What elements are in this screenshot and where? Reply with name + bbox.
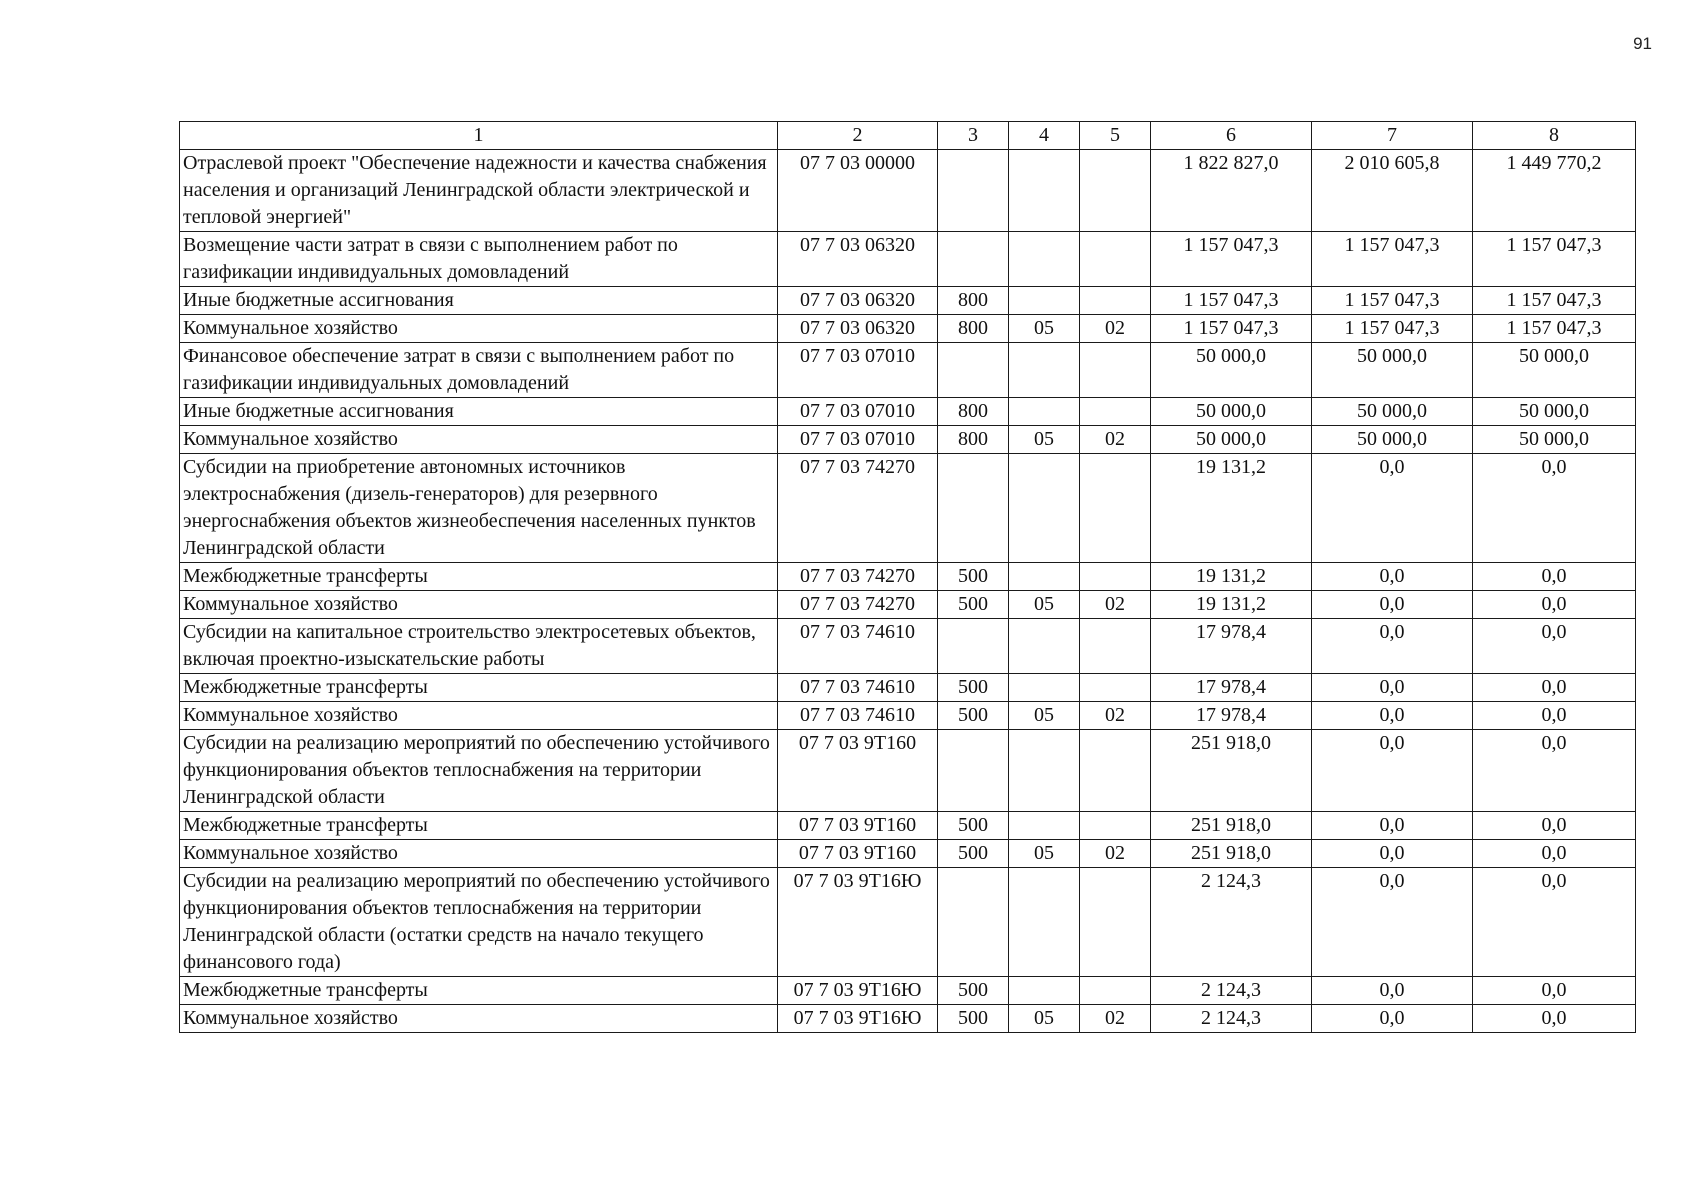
row-code-cell: 07 7 03 9Т16Ю: [778, 868, 938, 977]
column-header: 4: [1009, 122, 1080, 150]
row-subsection-cell: 02: [1080, 315, 1151, 343]
row-value-col8-cell: 0,0: [1473, 702, 1636, 730]
row-name-cell: Межбюджетные трансферты: [180, 674, 778, 702]
row-section-cell: [1009, 563, 1080, 591]
row-code-cell: 07 7 03 74610: [778, 702, 938, 730]
budget-table: [179, 121, 1636, 1033]
budget-table-container: [179, 121, 1636, 1033]
row-section-cell: [1009, 619, 1080, 674]
row-subsection-cell: [1080, 454, 1151, 563]
row-section-cell: [1009, 150, 1080, 232]
row-type-cell: [938, 730, 1009, 812]
row-value-col6-cell: 2 124,3: [1151, 977, 1312, 1005]
row-type-cell: 500: [938, 563, 1009, 591]
row-value-col7-cell: 0,0: [1312, 702, 1473, 730]
row-type-cell: 500: [938, 674, 1009, 702]
row-code-cell: 07 7 03 74610: [778, 674, 938, 702]
table-row: [180, 232, 1636, 287]
row-value-col6-cell: 19 131,2: [1151, 563, 1312, 591]
row-value-col6-cell: 2 124,3: [1151, 1005, 1312, 1033]
row-subsection-cell: [1080, 730, 1151, 812]
row-type-cell: 500: [938, 1005, 1009, 1033]
table-row: [180, 591, 1636, 619]
row-name-cell: Коммунальное хозяйство: [180, 315, 778, 343]
row-value-col8-cell: 0,0: [1473, 868, 1636, 977]
table-row: [180, 702, 1636, 730]
row-section-cell: 05: [1009, 840, 1080, 868]
table-row: [180, 315, 1636, 343]
row-type-cell: [938, 619, 1009, 674]
row-section-cell: 05: [1009, 591, 1080, 619]
table-row: [180, 812, 1636, 840]
table-row: [180, 454, 1636, 563]
table-body: [180, 150, 1636, 1033]
row-value-col7-cell: 50 000,0: [1312, 343, 1473, 398]
column-header: 6: [1151, 122, 1312, 150]
row-type-cell: [938, 454, 1009, 563]
column-header: 8: [1473, 122, 1636, 150]
row-value-col8-cell: 0,0: [1473, 563, 1636, 591]
row-type-cell: 800: [938, 315, 1009, 343]
row-type-cell: [938, 868, 1009, 977]
row-section-cell: [1009, 812, 1080, 840]
row-type-cell: [938, 150, 1009, 232]
row-name-cell: Субсидии на реализацию мероприятий по обеспечению устойчивого функционирования объектов теплоснабжения на территории Ленинградской области (остатки средств на начало текущего финансового года): [180, 868, 778, 977]
row-name-cell: Субсидии на капитальное строительство электросетевых объектов, включая проектно-изыскательские работы: [180, 619, 778, 674]
row-value-col8-cell: 1 157 047,3: [1473, 315, 1636, 343]
table-row: [180, 977, 1636, 1005]
row-type-cell: 500: [938, 702, 1009, 730]
row-value-col6-cell: 251 918,0: [1151, 840, 1312, 868]
row-value-col8-cell: 0,0: [1473, 454, 1636, 563]
row-name-cell: Возмещение части затрат в связи с выполнением работ по газификации индивидуальных домовладений: [180, 232, 778, 287]
row-value-col8-cell: 50 000,0: [1473, 398, 1636, 426]
row-type-cell: 500: [938, 977, 1009, 1005]
row-value-col7-cell: 0,0: [1312, 674, 1473, 702]
row-code-cell: 07 7 03 9Т160: [778, 730, 938, 812]
row-section-cell: 05: [1009, 426, 1080, 454]
row-value-col6-cell: 50 000,0: [1151, 343, 1312, 398]
row-subsection-cell: [1080, 674, 1151, 702]
row-name-cell: Финансовое обеспечение затрат в связи с выполнением работ по газификации индивидуальных домовладений: [180, 343, 778, 398]
row-subsection-cell: 02: [1080, 591, 1151, 619]
row-value-col6-cell: 251 918,0: [1151, 730, 1312, 812]
row-value-col7-cell: 1 157 047,3: [1312, 287, 1473, 315]
row-type-cell: 500: [938, 840, 1009, 868]
row-code-cell: 07 7 03 74610: [778, 619, 938, 674]
column-header: 7: [1312, 122, 1473, 150]
row-value-col7-cell: 0,0: [1312, 868, 1473, 977]
row-value-col6-cell: 1 157 047,3: [1151, 287, 1312, 315]
row-name-cell: Иные бюджетные ассигнования: [180, 398, 778, 426]
row-code-cell: 07 7 03 06320: [778, 232, 938, 287]
row-code-cell: 07 7 03 74270: [778, 591, 938, 619]
row-name-cell: Иные бюджетные ассигнования: [180, 287, 778, 315]
table-row: [180, 674, 1636, 702]
row-subsection-cell: [1080, 868, 1151, 977]
row-code-cell: 07 7 03 9Т160: [778, 812, 938, 840]
row-value-col7-cell: 0,0: [1312, 1005, 1473, 1033]
row-value-col6-cell: 2 124,3: [1151, 868, 1312, 977]
row-name-cell: Межбюджетные трансферты: [180, 812, 778, 840]
table-row: [180, 563, 1636, 591]
table-row: [180, 150, 1636, 232]
row-section-cell: [1009, 287, 1080, 315]
row-value-col7-cell: 1 157 047,3: [1312, 232, 1473, 287]
row-section-cell: [1009, 398, 1080, 426]
row-value-col6-cell: 1 822 827,0: [1151, 150, 1312, 232]
row-value-col8-cell: 1 157 047,3: [1473, 232, 1636, 287]
row-value-col7-cell: 50 000,0: [1312, 398, 1473, 426]
row-type-cell: [938, 343, 1009, 398]
table-row: [180, 730, 1636, 812]
row-section-cell: [1009, 977, 1080, 1005]
row-value-col8-cell: 0,0: [1473, 674, 1636, 702]
row-value-col6-cell: 251 918,0: [1151, 812, 1312, 840]
row-section-cell: 05: [1009, 702, 1080, 730]
row-code-cell: 07 7 03 74270: [778, 454, 938, 563]
row-value-col6-cell: 17 978,4: [1151, 702, 1312, 730]
row-subsection-cell: [1080, 563, 1151, 591]
table-row: [180, 1005, 1636, 1033]
row-subsection-cell: 02: [1080, 840, 1151, 868]
row-value-col7-cell: 0,0: [1312, 563, 1473, 591]
table-row: [180, 868, 1636, 977]
row-value-col8-cell: 0,0: [1473, 730, 1636, 812]
row-code-cell: 07 7 03 06320: [778, 287, 938, 315]
row-value-col7-cell: 0,0: [1312, 591, 1473, 619]
row-name-cell: Отраслевой проект "Обеспечение надежности и качества снабжения населения и организаций Ленинградской области электрической и тепловой энергией": [180, 150, 778, 232]
row-value-col7-cell: 0,0: [1312, 812, 1473, 840]
row-value-col7-cell: 0,0: [1312, 619, 1473, 674]
row-value-col8-cell: 1 449 770,2: [1473, 150, 1636, 232]
row-code-cell: 07 7 03 9Т16Ю: [778, 1005, 938, 1033]
row-subsection-cell: [1080, 812, 1151, 840]
row-value-col8-cell: 0,0: [1473, 591, 1636, 619]
row-code-cell: 07 7 03 00000: [778, 150, 938, 232]
row-value-col6-cell: 1 157 047,3: [1151, 232, 1312, 287]
row-value-col6-cell: 50 000,0: [1151, 426, 1312, 454]
row-name-cell: Коммунальное хозяйство: [180, 591, 778, 619]
table-row: [180, 619, 1636, 674]
row-value-col6-cell: 19 131,2: [1151, 591, 1312, 619]
row-section-cell: 05: [1009, 315, 1080, 343]
row-value-col7-cell: 0,0: [1312, 730, 1473, 812]
row-code-cell: 07 7 03 9Т160: [778, 840, 938, 868]
page-number: 91: [1633, 34, 1652, 53]
table-row: [180, 840, 1636, 868]
row-value-col6-cell: 17 978,4: [1151, 619, 1312, 674]
row-name-cell: Коммунальное хозяйство: [180, 702, 778, 730]
row-value-col7-cell: 2 010 605,8: [1312, 150, 1473, 232]
row-type-cell: [938, 232, 1009, 287]
row-subsection-cell: 02: [1080, 426, 1151, 454]
row-value-col8-cell: 1 157 047,3: [1473, 287, 1636, 315]
row-value-col6-cell: 50 000,0: [1151, 398, 1312, 426]
row-value-col8-cell: 0,0: [1473, 977, 1636, 1005]
row-code-cell: 07 7 03 74270: [778, 563, 938, 591]
row-code-cell: 07 7 03 9Т16Ю: [778, 977, 938, 1005]
row-name-cell: Межбюджетные трансферты: [180, 977, 778, 1005]
table-row: [180, 426, 1636, 454]
row-type-cell: 800: [938, 398, 1009, 426]
row-value-col7-cell: 1 157 047,3: [1312, 315, 1473, 343]
row-section-cell: [1009, 674, 1080, 702]
row-value-col6-cell: 1 157 047,3: [1151, 315, 1312, 343]
column-header: 5: [1080, 122, 1151, 150]
row-code-cell: 07 7 03 07010: [778, 426, 938, 454]
row-section-cell: [1009, 730, 1080, 812]
table-row: [180, 343, 1636, 398]
row-value-col8-cell: 0,0: [1473, 812, 1636, 840]
row-value-col7-cell: 0,0: [1312, 454, 1473, 563]
row-type-cell: 500: [938, 591, 1009, 619]
row-subsection-cell: 02: [1080, 1005, 1151, 1033]
table-row: [180, 398, 1636, 426]
row-subsection-cell: [1080, 287, 1151, 315]
table-row: [180, 287, 1636, 315]
row-code-cell: 07 7 03 06320: [778, 315, 938, 343]
row-subsection-cell: [1080, 619, 1151, 674]
column-header: 3: [938, 122, 1009, 150]
row-name-cell: Межбюджетные трансферты: [180, 563, 778, 591]
row-value-col7-cell: 0,0: [1312, 977, 1473, 1005]
row-value-col8-cell: 0,0: [1473, 1005, 1636, 1033]
row-code-cell: 07 7 03 07010: [778, 343, 938, 398]
row-subsection-cell: [1080, 977, 1151, 1005]
row-subsection-cell: [1080, 343, 1151, 398]
column-header: 1: [180, 122, 778, 150]
row-subsection-cell: [1080, 398, 1151, 426]
row-value-col6-cell: 19 131,2: [1151, 454, 1312, 563]
column-header: 2: [778, 122, 938, 150]
row-type-cell: 800: [938, 287, 1009, 315]
row-type-cell: 500: [938, 812, 1009, 840]
row-value-col7-cell: 50 000,0: [1312, 426, 1473, 454]
row-name-cell: Субсидии на приобретение автономных источников электроснабжения (дизель-генераторов) для резервного энергоснабжения объектов жизнеобеспечения населенных пунктов Ленинградской области: [180, 454, 778, 563]
row-name-cell: Коммунальное хозяйство: [180, 426, 778, 454]
row-name-cell: Коммунальное хозяйство: [180, 1005, 778, 1033]
row-value-col6-cell: 17 978,4: [1151, 674, 1312, 702]
row-value-col8-cell: 0,0: [1473, 840, 1636, 868]
row-name-cell: Коммунальное хозяйство: [180, 840, 778, 868]
row-value-col8-cell: 50 000,0: [1473, 343, 1636, 398]
row-value-col7-cell: 0,0: [1312, 840, 1473, 868]
row-name-cell: Субсидии на реализацию мероприятий по обеспечению устойчивого функционирования объектов теплоснабжения на территории Ленинградской области: [180, 730, 778, 812]
row-section-cell: [1009, 232, 1080, 287]
row-subsection-cell: [1080, 232, 1151, 287]
row-code-cell: 07 7 03 07010: [778, 398, 938, 426]
row-section-cell: 05: [1009, 1005, 1080, 1033]
row-section-cell: [1009, 343, 1080, 398]
row-subsection-cell: [1080, 150, 1151, 232]
row-type-cell: 800: [938, 426, 1009, 454]
row-value-col8-cell: 50 000,0: [1473, 426, 1636, 454]
header-row: [180, 122, 1636, 150]
row-section-cell: [1009, 454, 1080, 563]
row-subsection-cell: 02: [1080, 702, 1151, 730]
row-value-col8-cell: 0,0: [1473, 619, 1636, 674]
row-section-cell: [1009, 868, 1080, 977]
